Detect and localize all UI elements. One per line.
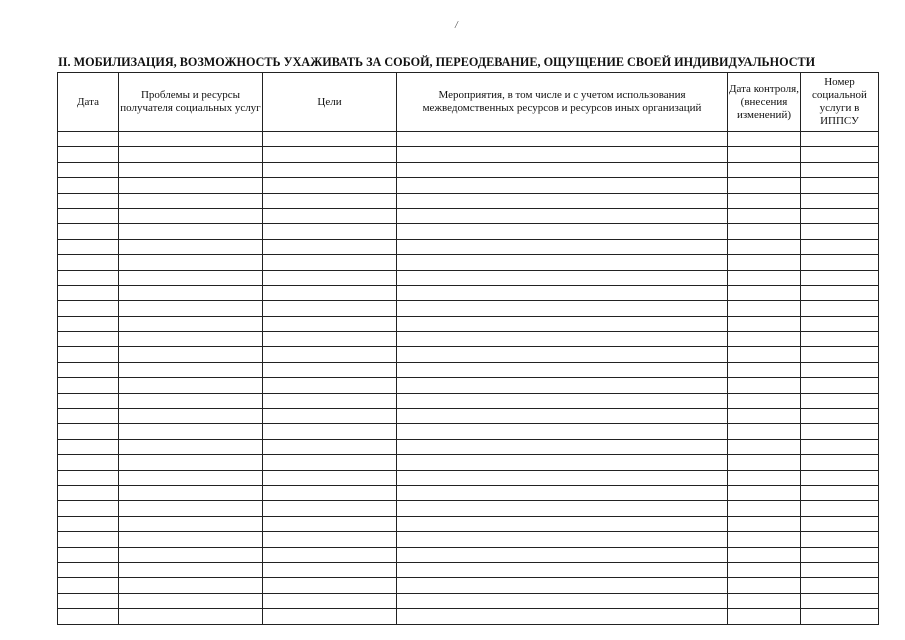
table-cell bbox=[263, 547, 397, 562]
table-cell bbox=[58, 193, 119, 208]
table-row bbox=[58, 301, 879, 316]
section-title: II. МОБИЛИЗАЦИЯ, ВОЗМОЖНОСТЬ УХАЖИВАТЬ ЗА СОБОЙ, ПЕРЕОДЕВАНИЕ, ОЩУЩЕНИЕ СВОЕЙ ИНДИВИДУАЛЬНОСТИ bbox=[58, 55, 816, 69]
column-header-goals: Цели bbox=[263, 73, 397, 132]
table-cell bbox=[263, 485, 397, 500]
table-cell bbox=[801, 270, 879, 285]
table-cell bbox=[119, 347, 263, 362]
table-cell bbox=[119, 362, 263, 377]
table-cell bbox=[728, 332, 801, 347]
table-cell bbox=[119, 409, 263, 424]
table-row bbox=[58, 501, 879, 516]
page-mark: / bbox=[455, 20, 458, 31]
table-cell bbox=[58, 439, 119, 454]
table-cell bbox=[263, 270, 397, 285]
table-cell bbox=[397, 593, 728, 608]
table-row bbox=[58, 193, 879, 208]
table-cell bbox=[263, 224, 397, 239]
table-cell bbox=[397, 424, 728, 439]
table-cell bbox=[801, 532, 879, 547]
table-cell bbox=[119, 239, 263, 254]
table-cell bbox=[119, 562, 263, 577]
table-cell bbox=[801, 393, 879, 408]
table-cell bbox=[801, 255, 879, 270]
table-cell bbox=[119, 393, 263, 408]
table-body bbox=[58, 132, 879, 625]
table-cell bbox=[119, 424, 263, 439]
table-cell bbox=[801, 378, 879, 393]
table-cell bbox=[728, 178, 801, 193]
table-cell bbox=[58, 362, 119, 377]
table-row bbox=[58, 485, 879, 500]
table-cell bbox=[397, 147, 728, 162]
table-cell bbox=[58, 132, 119, 147]
table-cell bbox=[58, 547, 119, 562]
table-cell bbox=[263, 255, 397, 270]
table-cell bbox=[801, 239, 879, 254]
table-cell bbox=[263, 362, 397, 377]
table-cell bbox=[397, 532, 728, 547]
table-row bbox=[58, 455, 879, 470]
table-cell bbox=[728, 316, 801, 331]
column-header-measures: Мероприятия, в том числе и с учетом использования межведомственных ресурсов и ресурсов иных организаций bbox=[397, 73, 728, 132]
table-cell bbox=[263, 208, 397, 223]
table-cell bbox=[728, 562, 801, 577]
table-cell bbox=[263, 562, 397, 577]
table-cell bbox=[728, 162, 801, 177]
table-cell bbox=[397, 347, 728, 362]
care-plan-table bbox=[57, 72, 879, 625]
table-cell bbox=[58, 593, 119, 608]
table-cell bbox=[263, 424, 397, 439]
table-cell bbox=[58, 470, 119, 485]
table-row bbox=[58, 224, 879, 239]
table-cell bbox=[728, 239, 801, 254]
table-cell bbox=[397, 270, 728, 285]
table-cell bbox=[58, 516, 119, 531]
table-cell bbox=[119, 532, 263, 547]
table-cell bbox=[397, 162, 728, 177]
table-cell bbox=[728, 347, 801, 362]
table-row bbox=[58, 609, 879, 624]
table-row bbox=[58, 147, 879, 162]
table-cell bbox=[119, 516, 263, 531]
table-cell bbox=[263, 409, 397, 424]
table-cell bbox=[58, 409, 119, 424]
table-cell bbox=[397, 485, 728, 500]
table-cell bbox=[58, 301, 119, 316]
table-row bbox=[58, 424, 879, 439]
table-cell bbox=[801, 347, 879, 362]
table-row bbox=[58, 332, 879, 347]
table-cell bbox=[263, 193, 397, 208]
table-row bbox=[58, 347, 879, 362]
table-cell bbox=[801, 208, 879, 223]
table-cell bbox=[397, 470, 728, 485]
table-cell bbox=[263, 470, 397, 485]
table-row bbox=[58, 547, 879, 562]
table-row bbox=[58, 362, 879, 377]
table-cell bbox=[397, 516, 728, 531]
table-cell bbox=[119, 547, 263, 562]
table-cell bbox=[397, 439, 728, 454]
table-cell bbox=[397, 239, 728, 254]
table-cell bbox=[58, 378, 119, 393]
table-cell bbox=[397, 362, 728, 377]
table-cell bbox=[728, 439, 801, 454]
table-cell bbox=[728, 393, 801, 408]
table-cell bbox=[801, 516, 879, 531]
table-cell bbox=[263, 439, 397, 454]
table-cell bbox=[397, 562, 728, 577]
table-cell bbox=[58, 316, 119, 331]
table-row bbox=[58, 316, 879, 331]
table-cell bbox=[397, 316, 728, 331]
table-cell bbox=[263, 301, 397, 316]
table-cell bbox=[119, 178, 263, 193]
column-header-service-number: Номер социальной услуги в ИППСУ bbox=[801, 73, 879, 132]
table-cell bbox=[397, 208, 728, 223]
table-cell bbox=[119, 455, 263, 470]
table-cell bbox=[728, 270, 801, 285]
table-cell bbox=[58, 501, 119, 516]
table-cell bbox=[801, 609, 879, 624]
table-cell bbox=[397, 501, 728, 516]
table-cell bbox=[801, 547, 879, 562]
table-cell bbox=[119, 132, 263, 147]
table-cell bbox=[728, 208, 801, 223]
table-cell bbox=[397, 285, 728, 300]
table-cell bbox=[263, 532, 397, 547]
table-cell bbox=[58, 393, 119, 408]
table-cell bbox=[728, 470, 801, 485]
table-cell bbox=[58, 178, 119, 193]
table-cell bbox=[397, 609, 728, 624]
table-cell bbox=[263, 332, 397, 347]
table-cell bbox=[397, 255, 728, 270]
table-cell bbox=[397, 193, 728, 208]
table-row bbox=[58, 439, 879, 454]
table-cell bbox=[58, 455, 119, 470]
table-cell bbox=[263, 516, 397, 531]
table-row bbox=[58, 578, 879, 593]
table-cell bbox=[263, 178, 397, 193]
table-cell bbox=[119, 578, 263, 593]
table-cell bbox=[58, 424, 119, 439]
table-cell bbox=[119, 301, 263, 316]
table-cell bbox=[263, 501, 397, 516]
table-cell bbox=[728, 224, 801, 239]
table-row bbox=[58, 178, 879, 193]
table-cell bbox=[119, 332, 263, 347]
table-cell bbox=[58, 270, 119, 285]
table-cell bbox=[119, 593, 263, 608]
table-cell bbox=[263, 239, 397, 254]
column-header-control-date: Дата контроля, (внесения изменений) bbox=[728, 73, 801, 132]
table-cell bbox=[728, 455, 801, 470]
table-cell bbox=[801, 485, 879, 500]
table-cell bbox=[119, 378, 263, 393]
table-cell bbox=[728, 516, 801, 531]
table-cell bbox=[728, 609, 801, 624]
table-cell bbox=[119, 224, 263, 239]
table-cell bbox=[801, 409, 879, 424]
table-cell bbox=[801, 332, 879, 347]
table-cell bbox=[58, 255, 119, 270]
table-cell bbox=[263, 132, 397, 147]
table-cell bbox=[263, 162, 397, 177]
table-cell bbox=[58, 347, 119, 362]
table-row bbox=[58, 208, 879, 223]
table-cell bbox=[728, 578, 801, 593]
table-cell bbox=[728, 485, 801, 500]
table-row bbox=[58, 378, 879, 393]
table-cell bbox=[397, 178, 728, 193]
table-cell bbox=[397, 378, 728, 393]
table-cell bbox=[263, 347, 397, 362]
table-cell bbox=[263, 609, 397, 624]
table-cell bbox=[119, 255, 263, 270]
table-cell bbox=[728, 147, 801, 162]
table-cell bbox=[801, 147, 879, 162]
table-cell bbox=[58, 208, 119, 223]
table-cell bbox=[728, 378, 801, 393]
table-cell bbox=[728, 532, 801, 547]
table-cell bbox=[58, 578, 119, 593]
table-cell bbox=[263, 578, 397, 593]
table-cell bbox=[119, 208, 263, 223]
table-cell bbox=[119, 316, 263, 331]
table-row bbox=[58, 593, 879, 608]
table-cell bbox=[119, 285, 263, 300]
table-row bbox=[58, 470, 879, 485]
table-cell bbox=[58, 532, 119, 547]
table-cell bbox=[263, 147, 397, 162]
table-cell bbox=[397, 393, 728, 408]
table-cell bbox=[397, 332, 728, 347]
table-cell bbox=[801, 301, 879, 316]
table-cell bbox=[58, 147, 119, 162]
table-cell bbox=[728, 409, 801, 424]
table-cell bbox=[58, 239, 119, 254]
table-cell bbox=[119, 147, 263, 162]
column-header-problems-resources: Проблемы и ресурсы получателя социальных услуг bbox=[119, 73, 263, 132]
table-cell bbox=[58, 609, 119, 624]
table-cell bbox=[801, 455, 879, 470]
table-cell bbox=[397, 409, 728, 424]
table-cell bbox=[728, 547, 801, 562]
table-cell bbox=[119, 501, 263, 516]
table-cell bbox=[119, 609, 263, 624]
table-row bbox=[58, 239, 879, 254]
table-cell bbox=[58, 485, 119, 500]
table-cell bbox=[801, 439, 879, 454]
table-cell bbox=[119, 162, 263, 177]
table-cell bbox=[801, 501, 879, 516]
table-cell bbox=[263, 285, 397, 300]
table-cell bbox=[397, 578, 728, 593]
table-cell bbox=[397, 301, 728, 316]
table-cell bbox=[119, 270, 263, 285]
table-cell bbox=[58, 332, 119, 347]
table-cell bbox=[58, 285, 119, 300]
table-cell bbox=[397, 547, 728, 562]
table-cell bbox=[58, 224, 119, 239]
table-cell bbox=[263, 316, 397, 331]
table-cell bbox=[801, 424, 879, 439]
table-row bbox=[58, 132, 879, 147]
table-cell bbox=[728, 301, 801, 316]
table-cell bbox=[801, 470, 879, 485]
table-cell bbox=[728, 501, 801, 516]
table-cell bbox=[801, 562, 879, 577]
table-cell bbox=[801, 285, 879, 300]
table-cell bbox=[801, 578, 879, 593]
table-cell bbox=[801, 162, 879, 177]
table-row bbox=[58, 393, 879, 408]
column-header-date: Дата bbox=[58, 73, 119, 132]
table-cell bbox=[728, 424, 801, 439]
table-cell bbox=[801, 316, 879, 331]
table-header-row bbox=[58, 73, 879, 132]
table-cell bbox=[119, 485, 263, 500]
table-cell bbox=[728, 193, 801, 208]
table-cell bbox=[119, 439, 263, 454]
table-cell bbox=[263, 378, 397, 393]
table-cell bbox=[397, 224, 728, 239]
table-row bbox=[58, 562, 879, 577]
table-cell bbox=[801, 132, 879, 147]
table-cell bbox=[263, 593, 397, 608]
table-cell bbox=[801, 193, 879, 208]
table-row bbox=[58, 516, 879, 531]
table-cell bbox=[801, 224, 879, 239]
table-cell bbox=[263, 393, 397, 408]
table-row bbox=[58, 255, 879, 270]
table-cell bbox=[801, 593, 879, 608]
table-row bbox=[58, 409, 879, 424]
table-cell bbox=[397, 455, 728, 470]
table-cell bbox=[119, 470, 263, 485]
table-cell bbox=[801, 178, 879, 193]
table-cell bbox=[728, 132, 801, 147]
table-cell bbox=[397, 132, 728, 147]
table-cell bbox=[263, 455, 397, 470]
table-row bbox=[58, 285, 879, 300]
table-cell bbox=[728, 285, 801, 300]
table-cell bbox=[801, 362, 879, 377]
table-cell bbox=[728, 255, 801, 270]
table-cell bbox=[728, 362, 801, 377]
table-cell bbox=[119, 193, 263, 208]
table-cell bbox=[58, 162, 119, 177]
table-cell bbox=[728, 593, 801, 608]
table-cell bbox=[58, 562, 119, 577]
table-row bbox=[58, 270, 879, 285]
table-row bbox=[58, 532, 879, 547]
table-row bbox=[58, 162, 879, 177]
